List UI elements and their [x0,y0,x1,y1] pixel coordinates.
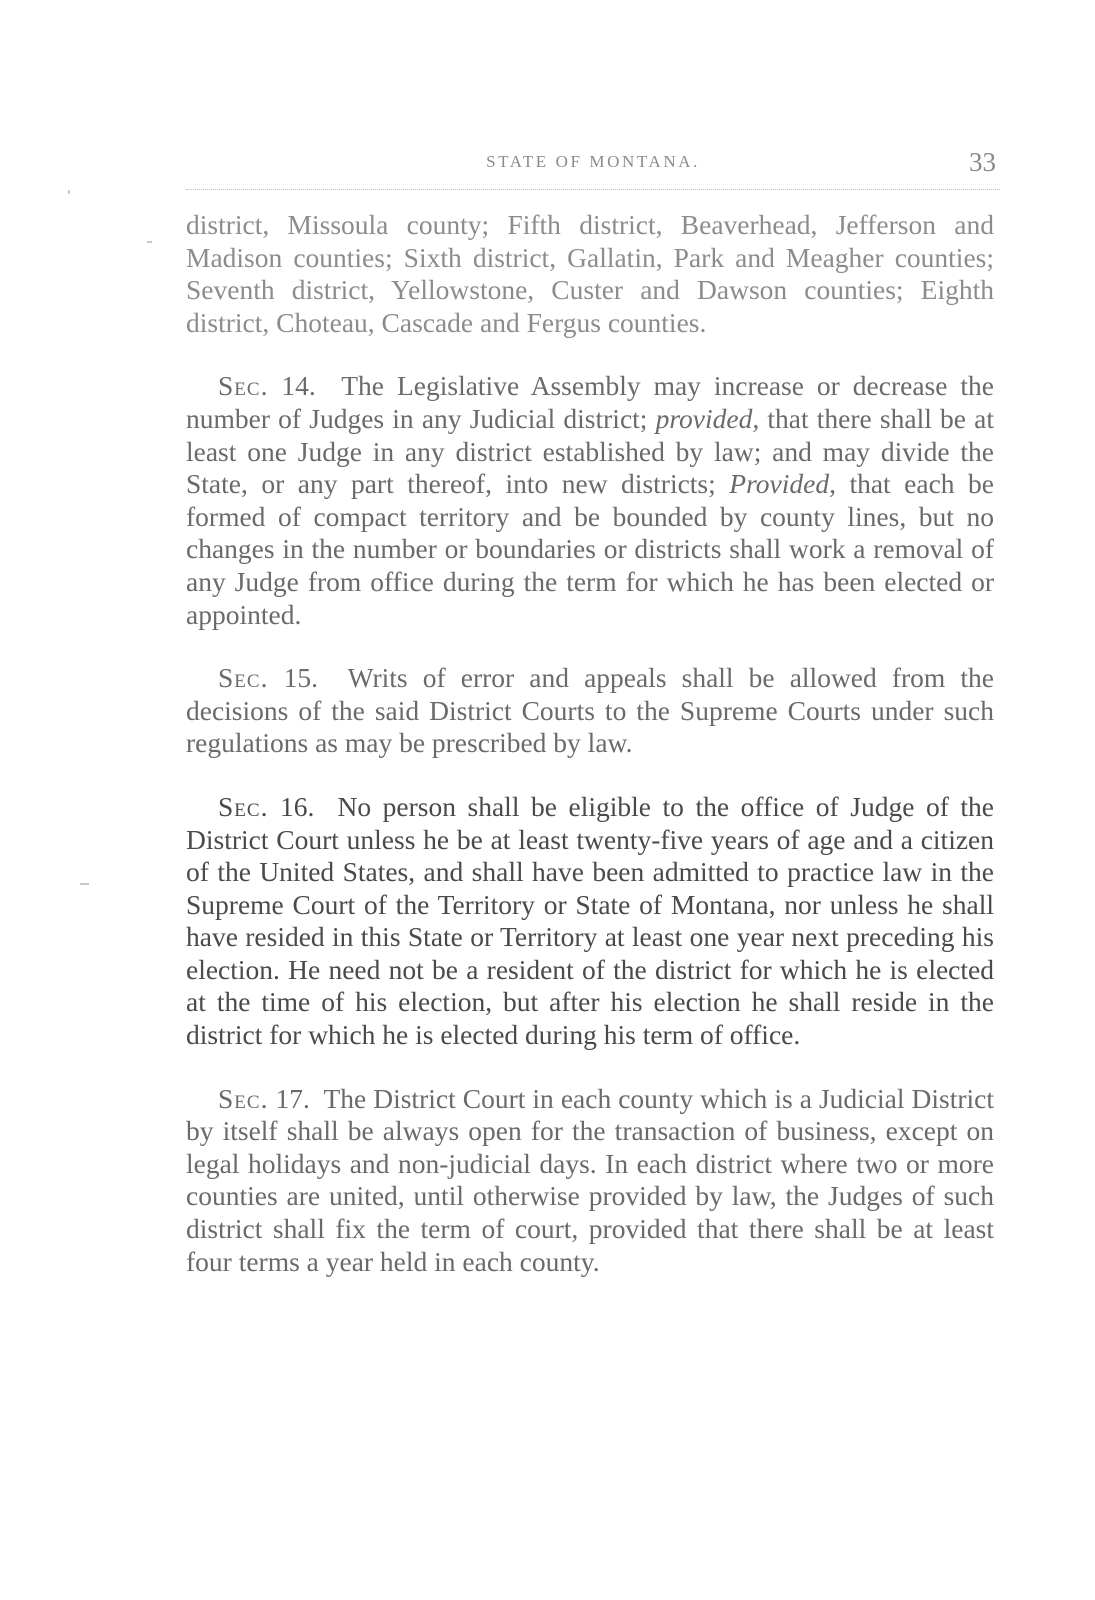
section-text: No person shall be eligible to the office of Judge of the District Court unless he be at least twenty-five years of age and a citizen of the United States, and shall have been admitted to practice law in the Supreme Court of the Territory or State of Montana, nor unless he shall have resided in this State or Territory at least one year next preceding his election. He need not be a resident of the district for which he is elected at the time of his election, but after his election he shall reside in the district for which he is elected during his term of office. [186,790,995,1051]
section-text: that each be formed of compact territory and be bounded by county lines, but no changes in the number or boundaries or districts shall work a removal of any Judge from office during the term for which he has been elected or appointed. [186,468,995,630]
running-head [186,147,1000,186]
scan-speck [147,241,152,243]
section-label: Sec. [218,662,269,694]
section-number: 14. [281,370,316,402]
section-italic: provided, [655,402,760,434]
section-text: The Legislative Assembly may increase or decrease the number of Judges in any Judicial district; [186,370,994,434]
scan-speck [80,883,89,885]
section-14 [186,370,994,631]
section-label: Sec. [218,370,269,402]
section-15 [186,662,994,760]
section-label: Sec. [218,1082,269,1114]
paragraph-text: district, Missoula county; Fifth district, Beaverhead, Jefferson and Madison counties; Sixth district, Gallatin, Park and Meagher counties; Seventh district, Yellowstone, Custer and Dawson counties; Eighth district, Choteau, Cascade and Fergus counties. [186,209,994,338]
section-number: 15. [283,662,318,694]
header-rule [186,189,1000,190]
section-text: The District Court in each county which is a Judicial District by itself shall be always open for the transaction of business, except on legal holidays and non-judicial days. In each district where two or more counties are united, until otherwise provided by law, the Judges of such district shall fix the term of court, provided that there shall be at least four terms a year held in each county. [186,1082,994,1277]
section-17 [186,1083,994,1279]
section-text: that there shall be at least one Judge in any district established by law; and may divide the State, or any part thereof, into new districts; [186,402,995,500]
body-text [186,209,994,1278]
section-number: 16. [280,790,315,822]
section-italic: Provided, [729,468,836,500]
scan-speck [68,190,70,194]
section-16 [186,791,994,1052]
page-number: 33 [969,147,996,177]
running-title: STATE OF MONTANA. [486,152,700,171]
section-number: 17. [275,1082,310,1114]
paragraph-continuation [186,209,994,339]
section-label: Sec. [218,790,269,822]
section-text: Writs of error and appeals shall be allowed from the decisions of the said District Courts to the Supreme Courts under such regulations as may be prescribed by law. [186,662,995,759]
